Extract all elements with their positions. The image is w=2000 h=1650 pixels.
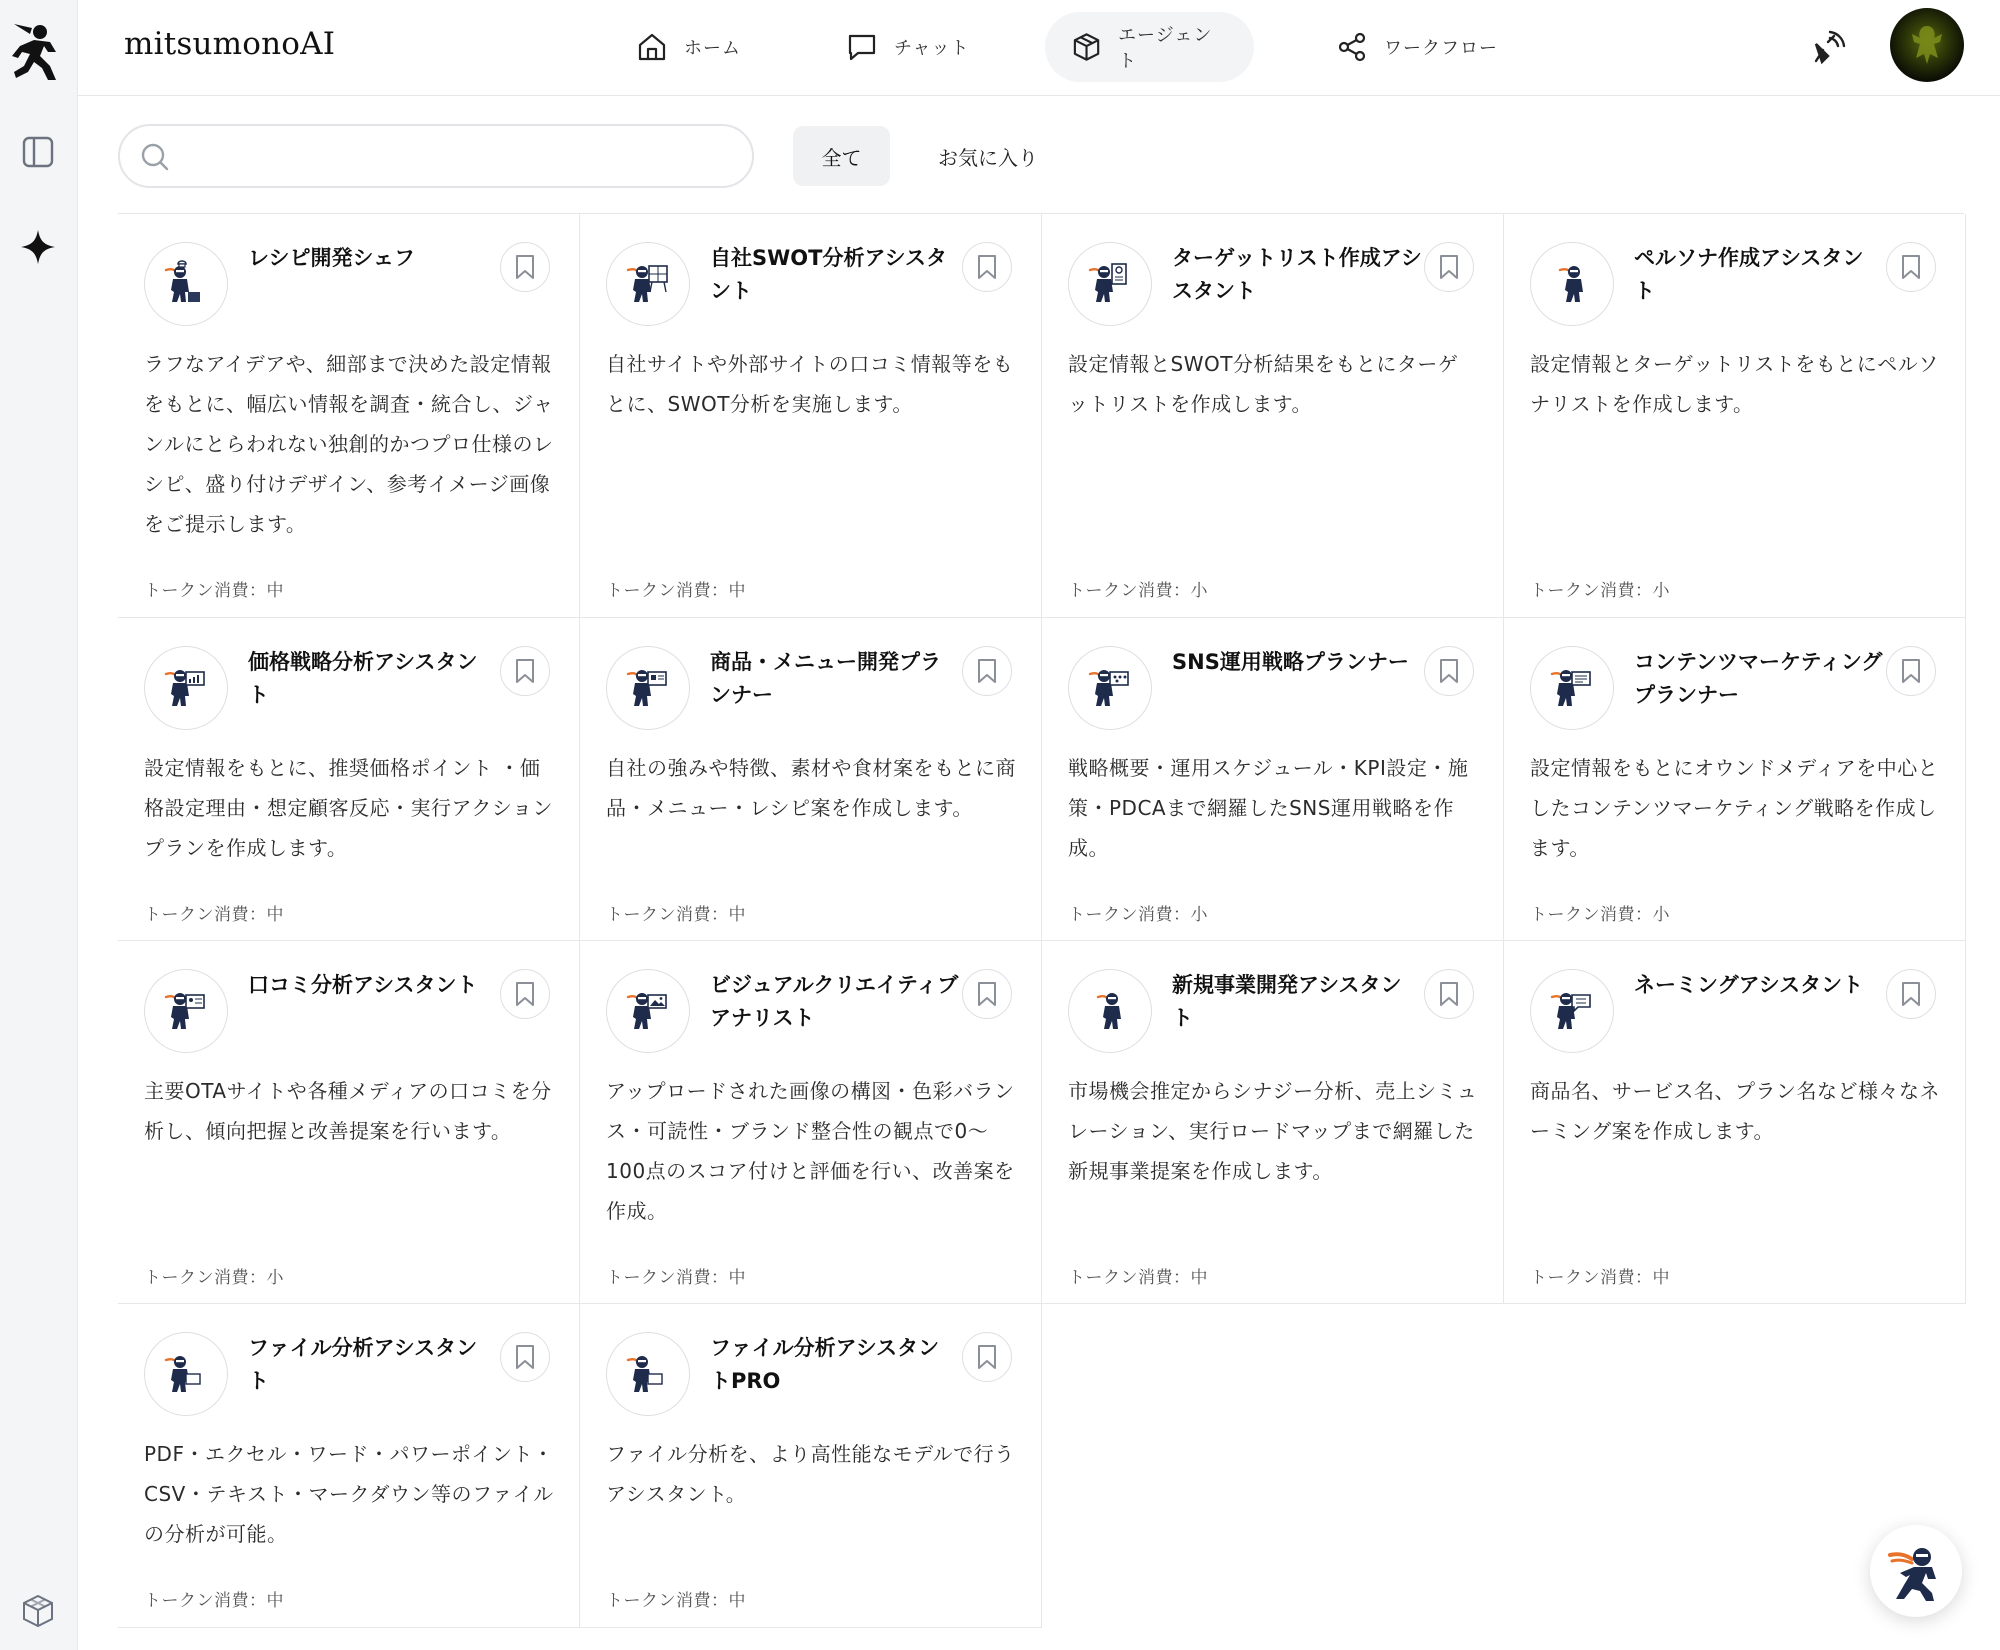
- token-label: トークン消費: [1068, 1268, 1173, 1288]
- cube-icon: [1071, 31, 1102, 63]
- token-usage: [1068, 1263, 1208, 1288]
- agent-card[interactable]: [580, 214, 1042, 618]
- nav-workflow[interactable]: [1310, 12, 1524, 82]
- agent-description: ファイル分析を、より高性能なモデルで行うアシスタント。: [606, 1442, 1015, 1506]
- token-level: 中: [728, 1268, 746, 1288]
- bookmark-button[interactable]: [962, 646, 1012, 696]
- token-label: トークン消費: [1530, 581, 1635, 601]
- bookmark-button[interactable]: [500, 242, 550, 292]
- file-pro-ninja-icon: [622, 1346, 674, 1402]
- token-usage: [606, 1586, 746, 1611]
- agent-title: ターゲットリスト作成アシスタント: [1172, 246, 1422, 303]
- token-usage: [144, 900, 284, 925]
- agent-card[interactable]: [118, 1304, 580, 1628]
- search-box[interactable]: [118, 124, 754, 188]
- file-ninja-icon: [160, 1346, 212, 1402]
- brand-name[interactable]: mitsumonoAI: [124, 26, 336, 62]
- agent-avatar: [1530, 242, 1614, 326]
- agent-description: 戦略概要・運用スケジュール・KPI設定・施策・PDCAまで網羅したSNS運用戦略を作成。: [1068, 756, 1469, 860]
- nav-chat[interactable]: [820, 12, 995, 82]
- ninja-mascot-icon: [1884, 1539, 1948, 1603]
- search-input[interactable]: [182, 136, 742, 176]
- cube-outline-icon[interactable]: [17, 1590, 59, 1632]
- menu-ninja-icon: [622, 660, 674, 716]
- token-level: 中: [1652, 1268, 1670, 1288]
- agent-title: 自社SWOT分析アシスタント: [710, 246, 947, 303]
- bookmark-icon: [1438, 658, 1460, 684]
- nav-home[interactable]: [610, 12, 767, 82]
- token-colon: ：: [1635, 1268, 1653, 1288]
- agent-description: 設定情報をもとに、推奨価格ポイント ・価格設定理由・想定顧客反応・実行アクションプランを作成します。: [144, 756, 553, 860]
- token-level: 中: [266, 1591, 284, 1611]
- token-colon: ：: [711, 905, 729, 925]
- token-label: トークン消費: [1068, 905, 1173, 925]
- agent-card[interactable]: [118, 214, 580, 618]
- persona-ninja-icon: [1546, 256, 1598, 312]
- agent-title: コンテンツマーケティングプランナー: [1634, 650, 1883, 707]
- agent-title: ペルソナ作成アシスタント: [1634, 246, 1864, 303]
- agent-title: 商品・メニュー開発プランナー: [710, 650, 941, 707]
- token-colon: ：: [1173, 581, 1191, 601]
- agent-avatar: [1068, 242, 1152, 326]
- token-level: 小: [1652, 581, 1670, 601]
- token-level: 小: [1190, 905, 1208, 925]
- bookmark-button[interactable]: [1424, 969, 1474, 1019]
- bookmark-button[interactable]: [962, 1332, 1012, 1382]
- agent-avatar: [606, 646, 690, 730]
- agent-title: ファイル分析アシスタント: [248, 1336, 478, 1393]
- bookmark-button[interactable]: [1424, 646, 1474, 696]
- agent-avatar: [1068, 646, 1152, 730]
- bookmark-button[interactable]: [962, 242, 1012, 292]
- bookmark-icon: [514, 981, 536, 1007]
- agent-title: 口コミ分析アシスタント: [248, 973, 478, 997]
- bookmark-icon: [1438, 254, 1460, 280]
- token-level: 中: [1190, 1268, 1208, 1288]
- token-label: トークン消費: [1068, 581, 1173, 601]
- agent-avatar: [1530, 969, 1614, 1053]
- bookmark-button[interactable]: [500, 646, 550, 696]
- token-label: トークン消費: [144, 905, 249, 925]
- agent-card[interactable]: [1504, 618, 1966, 941]
- token-label: トークン消費: [606, 581, 711, 601]
- agent-description: 設定情報とターゲットリストをもとにペルソナリストを作成します。: [1530, 352, 1939, 416]
- visual-ninja-icon: [622, 983, 674, 1039]
- token-colon: ：: [711, 1591, 729, 1611]
- bookmark-button[interactable]: [1886, 646, 1936, 696]
- bookmark-button[interactable]: [500, 969, 550, 1019]
- agent-avatar: [144, 242, 228, 326]
- sidebar: [0, 0, 78, 1650]
- token-usage: [1530, 1263, 1670, 1288]
- token-usage: [606, 576, 746, 601]
- token-usage: [606, 900, 746, 925]
- price-ninja-icon: [160, 660, 212, 716]
- review-ninja-icon: [160, 983, 212, 1039]
- token-usage: [1530, 900, 1670, 925]
- token-level: 小: [266, 1268, 284, 1288]
- user-avatar[interactable]: [1890, 8, 1964, 82]
- agent-card[interactable]: [1042, 618, 1504, 941]
- token-usage: [144, 1586, 284, 1611]
- token-level: 中: [728, 1591, 746, 1611]
- token-label: トークン消費: [1530, 905, 1635, 925]
- token-label: トークン消費: [606, 905, 711, 925]
- agent-description: 市場機会推定からシナジー分析、売上シミュレーション、実行ロードマップまで網羅した新規事業提案を作成します。: [1068, 1079, 1478, 1183]
- bookmark-icon: [514, 1344, 536, 1370]
- token-level: 中: [728, 905, 746, 925]
- nav-workflow-label: ワークフロー: [1384, 38, 1498, 59]
- agent-title: 新規事業開発アシスタント: [1172, 973, 1402, 1030]
- token-label: トークン消費: [606, 1268, 711, 1288]
- bookmark-icon: [1900, 254, 1922, 280]
- token-label: トークン消費: [606, 1591, 711, 1611]
- top-header: [78, 0, 2000, 96]
- token-label: トークン消費: [144, 1268, 249, 1288]
- nav-home-label: ホーム: [684, 38, 741, 59]
- token-colon: ：: [249, 1268, 267, 1288]
- token-usage: [606, 1263, 746, 1288]
- filter-favorites-button[interactable]: お気に入り: [938, 145, 1038, 170]
- agent-avatar: [1530, 646, 1614, 730]
- agent-card[interactable]: [1042, 214, 1504, 618]
- agent-description: 商品名、サービス名、プラン名など様々なネーミング案を作成します。: [1530, 1079, 1940, 1143]
- token-colon: ：: [1173, 1268, 1191, 1288]
- agent-title: 価格戦略分析アシスタント: [248, 650, 478, 707]
- token-colon: ：: [711, 1268, 729, 1288]
- agent-avatar: [606, 969, 690, 1053]
- agent-description: 自社の強みや特徴、素材や食材案をもとに商品・メニュー・レシピ案を作成します。: [606, 756, 1016, 820]
- sparkle-icon[interactable]: [17, 226, 59, 268]
- bookmark-button[interactable]: [962, 969, 1012, 1019]
- agent-description: アップロードされた画像の構図・色彩バランス・可読性・ブランド整合性の観点で0〜100点のスコア付けと評価を行い、改善案を作成。: [606, 1079, 1015, 1223]
- token-usage: [1068, 576, 1208, 601]
- token-level: 小: [1190, 581, 1208, 601]
- agent-card[interactable]: [118, 618, 580, 941]
- token-colon: ：: [1635, 905, 1653, 925]
- token-level: 中: [266, 581, 284, 601]
- sidebar-toggle-icon[interactable]: [17, 131, 59, 173]
- agent-card[interactable]: [580, 618, 1042, 941]
- bookmark-icon: [514, 658, 536, 684]
- agent-card[interactable]: [580, 1304, 1042, 1628]
- bookmark-icon: [976, 1344, 998, 1370]
- agent-avatar: [144, 969, 228, 1053]
- share-icon: [1336, 31, 1368, 63]
- bookmark-button[interactable]: [1424, 242, 1474, 292]
- search-icon: [140, 142, 170, 176]
- target-ninja-icon: [1084, 256, 1136, 312]
- chef-ninja-icon: [160, 256, 212, 312]
- agent-description: 設定情報とSWOT分析結果をもとにターゲットリストを作成します。: [1068, 352, 1459, 416]
- agent-title: ファイル分析アシスタントPRO: [710, 1336, 940, 1393]
- agent-card[interactable]: [1042, 941, 1504, 1304]
- agent-description: 自社サイトや外部サイトの口コミ情報等をもとに、SWOT分析を実施します。: [606, 352, 1014, 416]
- bookmark-icon: [1438, 981, 1460, 1007]
- swot-ninja-icon: [622, 256, 674, 312]
- sns-ninja-icon: [1084, 660, 1136, 716]
- bookmark-icon: [1900, 981, 1922, 1007]
- nav-agent[interactable]: [1045, 12, 1254, 82]
- agent-avatar: [606, 1332, 690, 1416]
- agent-title: レシピ開発シェフ: [248, 246, 416, 270]
- agent-card[interactable]: [1504, 214, 1966, 618]
- token-level: 小: [1652, 905, 1670, 925]
- token-label: トークン消費: [1530, 1268, 1635, 1288]
- token-colon: ：: [249, 1591, 267, 1611]
- token-colon: ：: [249, 581, 267, 601]
- agent-title: ネーミングアシスタント: [1634, 973, 1864, 997]
- bookmark-icon: [1900, 658, 1922, 684]
- ninja-logo-icon[interactable]: [10, 22, 66, 82]
- agent-avatar: [1068, 969, 1152, 1053]
- token-usage: [1068, 900, 1208, 925]
- bookmark-icon: [976, 981, 998, 1007]
- bookmark-icon: [976, 254, 998, 280]
- naming-ninja-icon: [1546, 983, 1598, 1039]
- token-level: 中: [266, 905, 284, 925]
- bookmark-button[interactable]: [500, 1332, 550, 1382]
- agent-card[interactable]: [580, 941, 1042, 1304]
- agent-description: ラフなアイデアや、細部まで決めた設定情報をもとに、幅広い情報を調査・統合し、ジャンルにとらわれない独創的かつプロ仕様のレシピ、盛り付けデザイン、参考イメージ画像をご提示します。: [144, 352, 554, 536]
- agent-description: PDF・エクセル・ワード・パワーポイント・CSV・テキスト・マークダウン等のファイルの分析が可能。: [144, 1442, 554, 1546]
- agent-avatar: [144, 1332, 228, 1416]
- agent-description: 設定情報をもとにオウンドメディアを中心としたコンテンツマーケティング戦略を作成します。: [1530, 756, 1939, 860]
- token-usage: [144, 1263, 284, 1288]
- agent-avatar: [144, 646, 228, 730]
- bookmark-button[interactable]: [1886, 969, 1936, 1019]
- token-colon: ：: [711, 581, 729, 601]
- nav-chat-label: チャット: [894, 38, 970, 59]
- agent-avatar: [606, 242, 690, 326]
- agent-title: SNS運用戦略プランナー: [1172, 650, 1409, 674]
- token-level: 中: [728, 581, 746, 601]
- bookmark-icon: [514, 254, 536, 280]
- bookmark-icon: [976, 658, 998, 684]
- filter-all-button[interactable]: 全て: [793, 126, 890, 186]
- token-colon: ：: [1635, 581, 1653, 601]
- token-label: トークン消費: [144, 581, 249, 601]
- business-ninja-icon: [1084, 983, 1136, 1039]
- chat-icon: [846, 31, 878, 63]
- connection-icon[interactable]: [1802, 22, 1852, 72]
- token-colon: ：: [249, 905, 267, 925]
- bookmark-button[interactable]: [1886, 242, 1936, 292]
- token-usage: [1530, 576, 1670, 601]
- nav-agent-label: エージェント: [1118, 25, 1213, 72]
- token-usage: [144, 576, 284, 601]
- agent-card[interactable]: [118, 941, 580, 1304]
- content-ninja-icon: [1546, 660, 1598, 716]
- token-label: トークン消費: [144, 1591, 249, 1611]
- agent-title: ビジュアルクリエイティブアナリスト: [710, 973, 959, 1030]
- agent-description: 主要OTAサイトや各種メディアの口コミを分析し、傾向把握と改善提案を行います。: [144, 1079, 552, 1143]
- agent-card[interactable]: [1504, 941, 1966, 1304]
- assistant-fab[interactable]: [1870, 1525, 1962, 1617]
- token-colon: ：: [1173, 905, 1191, 925]
- home-icon: [636, 31, 668, 63]
